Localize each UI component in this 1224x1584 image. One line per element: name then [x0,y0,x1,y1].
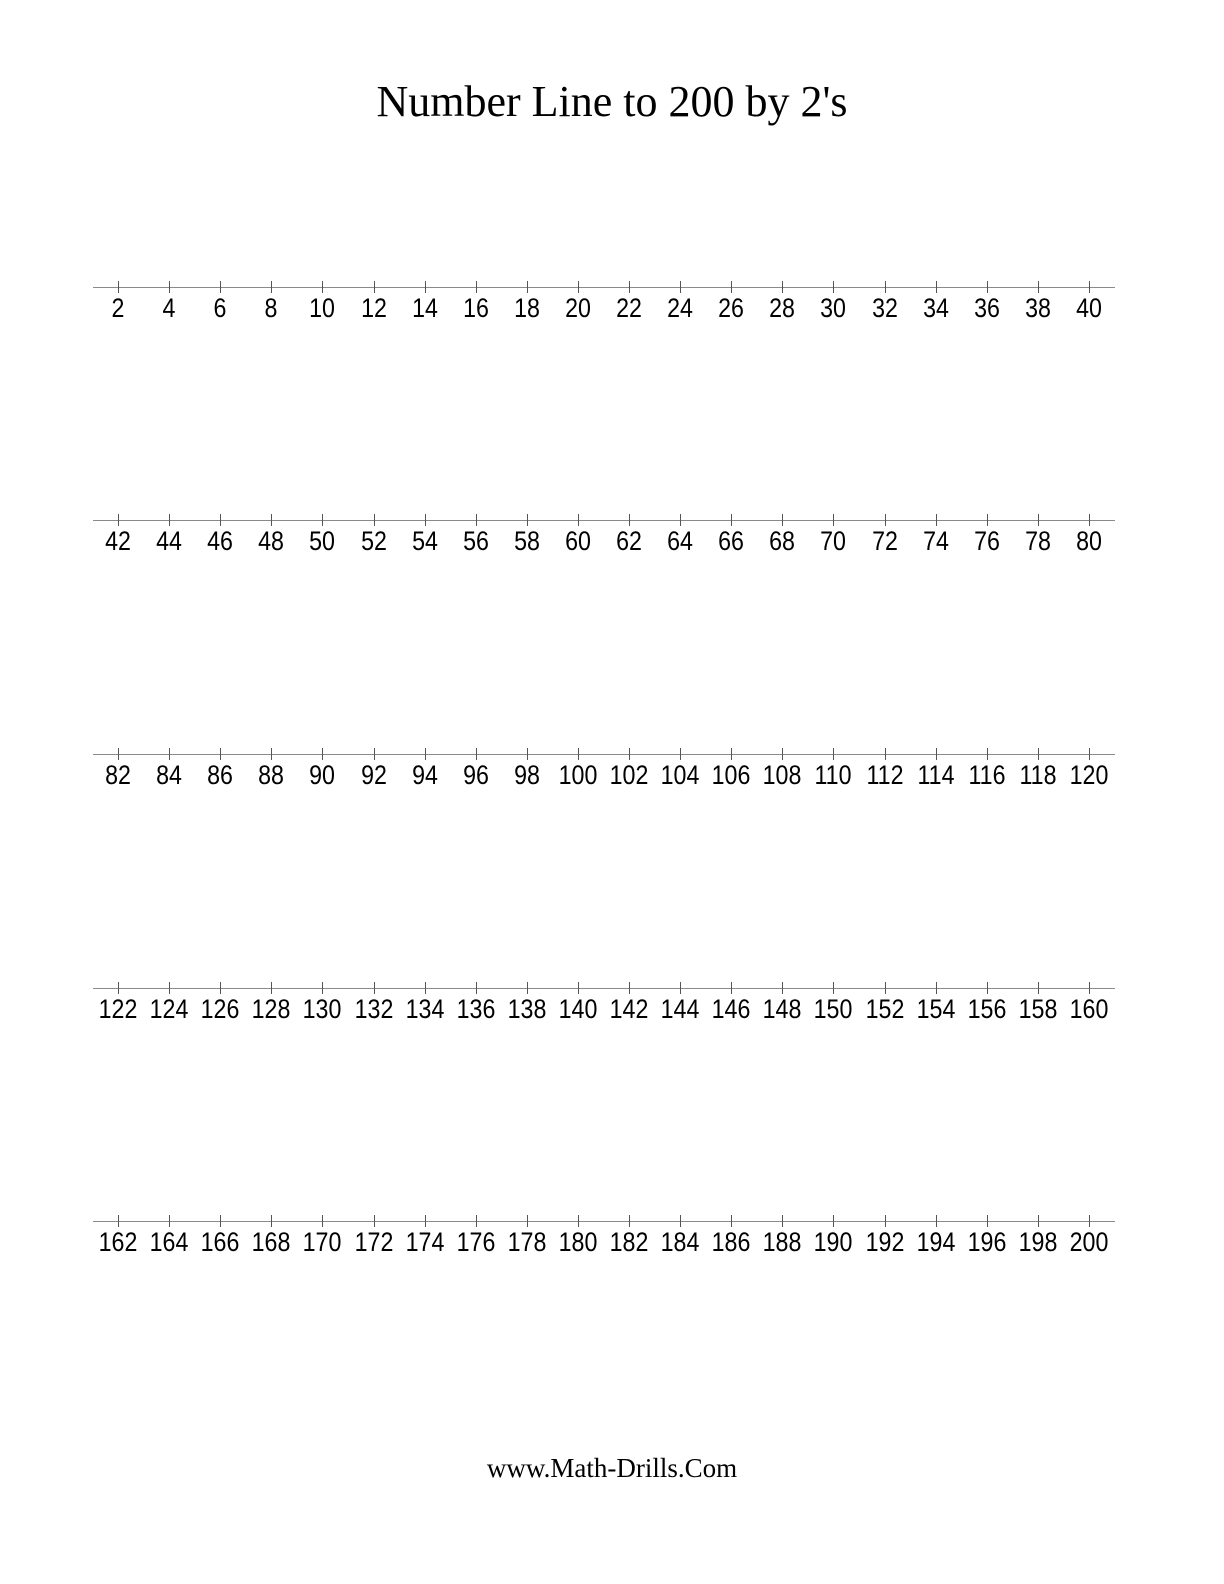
tick-label: 38 [1024,293,1051,323]
tick-mark [118,748,119,760]
tick-label: 2 [111,293,125,323]
tick-mark [936,281,937,293]
tick-label: 62 [616,526,642,556]
tick-mark [782,982,783,994]
number-line-2 [0,514,1224,564]
tick-mark [169,748,170,760]
tick-mark [629,281,630,293]
tick-label: 178 [507,1227,547,1257]
tick-label: 106 [711,760,751,790]
tick-mark [1089,514,1090,526]
number-line-5 [0,1215,1224,1265]
tick-label: 134 [405,994,444,1024]
tick-label: 128 [251,994,291,1024]
tick-mark [936,514,937,526]
tick-label: 144 [660,994,700,1024]
tick-mark [322,748,323,760]
tick-mark [782,514,783,526]
tick-label: 84 [156,760,183,790]
tick-label: 152 [865,994,904,1024]
tick-label: 34 [922,293,949,323]
tick-label: 40 [1075,293,1102,323]
tick-mark [987,748,988,760]
number-line-axis [93,1221,1115,1222]
tick-label: 12 [360,293,387,323]
tick-label: 46 [207,526,234,556]
tick-mark [885,514,886,526]
tick-mark [578,748,579,760]
tick-label: 20 [564,293,591,323]
tick-mark [374,1215,375,1227]
tick-mark [833,281,834,293]
tick-label: 116 [968,760,1006,790]
tick-mark [885,748,886,760]
tick-mark [833,748,834,760]
tick-label: 4 [162,293,176,323]
tick-mark [936,748,937,760]
tick-label: 196 [967,1227,1007,1257]
tick-mark [833,1215,834,1227]
tick-mark [271,982,272,994]
tick-mark [476,1215,477,1227]
tick-label: 154 [916,994,955,1024]
tick-mark [271,748,272,760]
tick-label: 194 [916,1227,955,1257]
tick-mark [169,514,170,526]
tick-label: 148 [762,994,802,1024]
tick-label: 192 [865,1227,904,1257]
tick-label: 174 [405,1227,444,1257]
tick-label: 96 [462,760,489,790]
tick-label: 32 [871,293,898,323]
tick-mark [425,982,426,994]
tick-mark [425,514,426,526]
tick-label: 50 [309,526,336,556]
tick-label: 136 [456,994,496,1024]
tick-mark [987,982,988,994]
tick-label: 24 [667,293,694,323]
tick-mark [425,281,426,293]
tick-mark [425,1215,426,1227]
tick-mark [578,514,579,526]
tick-mark [527,514,528,526]
tick-mark [220,514,221,526]
tick-label: 170 [303,1227,342,1257]
tick-label: 142 [609,994,649,1024]
tick-mark [885,1215,886,1227]
tick-label: 72 [871,526,898,556]
tick-mark [1038,514,1039,526]
tick-label: 140 [558,994,598,1024]
tick-label: 94 [411,760,438,790]
tick-mark [169,281,170,293]
tick-label: 36 [973,293,1000,323]
tick-mark [987,514,988,526]
tick-label: 150 [814,994,853,1024]
tick-label: 102 [609,760,649,790]
number-line-1 [0,281,1224,331]
tick-label: 138 [507,994,547,1024]
tick-mark [322,281,323,293]
tick-label: 60 [564,526,591,556]
tick-label: 162 [98,1227,138,1257]
tick-label: 90 [309,760,336,790]
tick-mark [578,982,579,994]
tick-label: 26 [718,293,745,323]
tick-label: 166 [200,1227,240,1257]
tick-label: 14 [411,293,438,323]
tick-label: 120 [1069,760,1109,790]
tick-label: 176 [456,1227,496,1257]
tick-mark [374,514,375,526]
tick-mark [782,281,783,293]
tick-label: 8 [264,293,278,323]
tick-label: 64 [667,526,694,556]
tick-mark [118,514,119,526]
tick-mark [476,982,477,994]
tick-mark [885,281,886,293]
tick-mark [169,1215,170,1227]
tick-label: 100 [558,760,598,790]
tick-mark [220,748,221,760]
tick-mark [527,982,528,994]
tick-mark [987,281,988,293]
tick-mark [271,1215,272,1227]
tick-mark [476,514,477,526]
tick-mark [374,748,375,760]
tick-mark [833,514,834,526]
tick-mark [680,748,681,760]
tick-mark [731,748,732,760]
tick-mark [1089,281,1090,293]
tick-mark [118,982,119,994]
tick-mark [527,281,528,293]
tick-mark [374,982,375,994]
tick-mark [1038,982,1039,994]
tick-label: 78 [1024,526,1051,556]
tick-mark [425,748,426,760]
tick-mark [731,281,732,293]
number-line-axis [93,754,1115,755]
tick-label: 68 [769,526,796,556]
tick-label: 92 [360,760,387,790]
tick-label: 168 [251,1227,291,1257]
tick-label: 180 [558,1227,598,1257]
tick-label: 188 [762,1227,802,1257]
tick-label: 164 [149,1227,189,1257]
tick-mark [1038,748,1039,760]
tick-mark [476,748,477,760]
tick-mark [782,748,783,760]
tick-label: 130 [303,994,342,1024]
tick-label: 88 [258,760,285,790]
tick-mark [220,1215,221,1227]
number-line-axis [93,520,1115,521]
tick-mark [1038,281,1039,293]
tick-mark [629,982,630,994]
tick-label: 200 [1069,1227,1109,1257]
tick-mark [322,1215,323,1227]
page-title: Number Line to 200 by 2's [376,77,848,126]
tick-label: 160 [1069,994,1109,1024]
tick-label: 126 [200,994,240,1024]
tick-mark [118,1215,119,1227]
tick-label: 28 [769,293,796,323]
tick-label: 22 [616,293,642,323]
tick-label: 156 [967,994,1007,1024]
tick-label: 114 [917,760,955,790]
tick-mark [476,281,477,293]
tick-mark [680,982,681,994]
tick-label: 172 [354,1227,393,1257]
tick-label: 52 [360,526,387,556]
tick-mark [629,514,630,526]
tick-mark [936,982,937,994]
tick-label: 42 [105,526,131,556]
tick-mark [1089,1215,1090,1227]
tick-label: 76 [973,526,1000,556]
tick-label: 118 [1019,760,1057,790]
tick-label: 80 [1075,526,1102,556]
tick-mark [680,281,681,293]
tick-mark [936,1215,937,1227]
tick-mark [731,514,732,526]
tick-mark [527,748,528,760]
tick-label: 98 [513,760,540,790]
tick-label: 146 [711,994,751,1024]
tick-mark [1089,982,1090,994]
number-line-axis [93,988,1115,989]
tick-mark [731,982,732,994]
tick-mark [1038,1215,1039,1227]
tick-label: 70 [820,526,847,556]
tick-mark [118,281,119,293]
tick-mark [527,1215,528,1227]
tick-label: 186 [711,1227,751,1257]
tick-label: 6 [213,293,227,323]
tick-mark [169,982,170,994]
tick-mark [629,1215,630,1227]
tick-mark [1089,748,1090,760]
number-line-3 [0,748,1224,798]
tick-mark [833,982,834,994]
tick-mark [322,982,323,994]
tick-mark [680,514,681,526]
tick-mark [220,281,221,293]
tick-label: 48 [258,526,285,556]
tick-label: 82 [105,760,131,790]
tick-mark [578,281,579,293]
tick-label: 30 [820,293,847,323]
tick-label: 44 [156,526,183,556]
tick-mark [271,514,272,526]
tick-mark [987,1215,988,1227]
tick-label: 110 [814,760,852,790]
tick-label: 58 [513,526,540,556]
tick-label: 112 [865,760,904,790]
tick-label: 86 [207,760,234,790]
tick-label: 108 [762,760,802,790]
tick-label: 182 [609,1227,649,1257]
number-line-4 [0,982,1224,1032]
tick-label: 132 [354,994,393,1024]
tick-label: 18 [513,293,540,323]
tick-mark [220,982,221,994]
tick-mark [322,514,323,526]
number-line-axis [93,287,1115,288]
footer-url: www.Math-Drills.Com [486,1453,738,1483]
tick-mark [885,982,886,994]
tick-label: 74 [922,526,949,556]
tick-label: 104 [660,760,700,790]
tick-mark [731,1215,732,1227]
tick-mark [374,281,375,293]
tick-label: 158 [1018,994,1058,1024]
tick-label: 190 [814,1227,853,1257]
tick-label: 16 [462,293,489,323]
tick-label: 198 [1018,1227,1058,1257]
tick-label: 184 [660,1227,700,1257]
tick-label: 122 [98,994,138,1024]
tick-label: 124 [149,994,189,1024]
tick-mark [782,1215,783,1227]
tick-mark [271,281,272,293]
tick-label: 10 [309,293,336,323]
tick-mark [629,748,630,760]
tick-label: 66 [718,526,745,556]
tick-label: 54 [411,526,438,556]
tick-mark [680,1215,681,1227]
tick-label: 56 [462,526,489,556]
tick-mark [578,1215,579,1227]
